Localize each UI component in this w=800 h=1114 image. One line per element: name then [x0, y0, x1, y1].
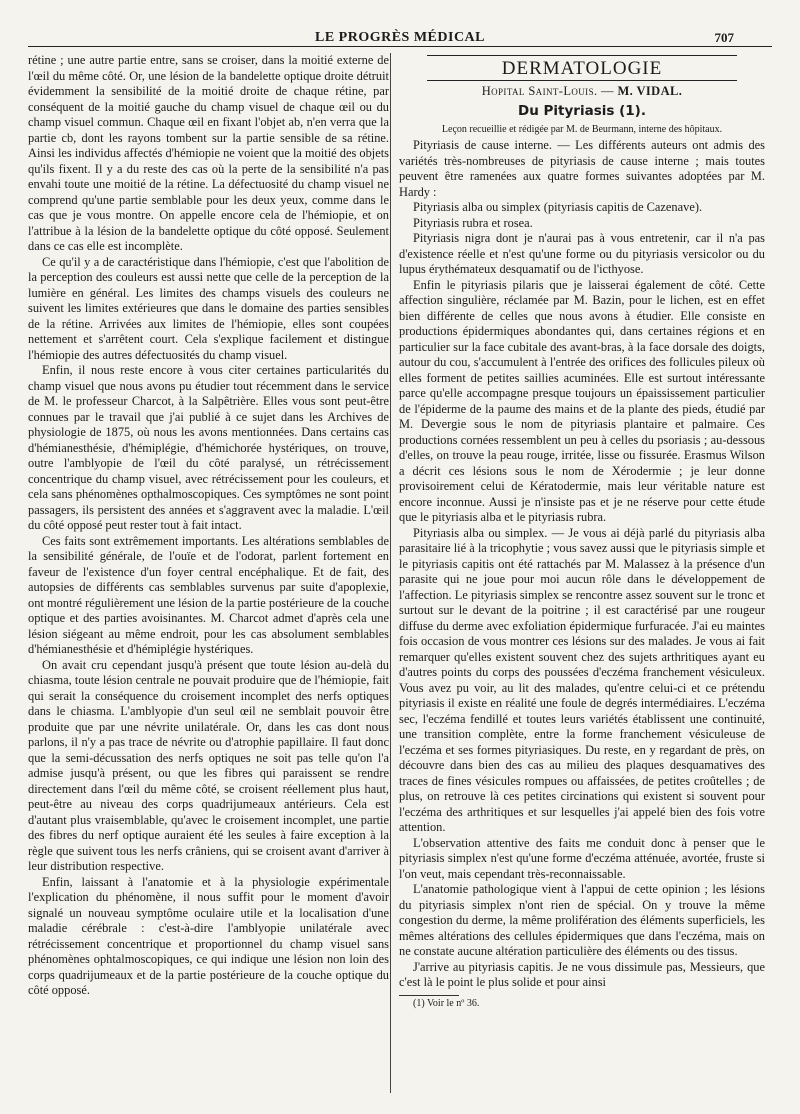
left-column	[28, 53, 389, 1093]
column-divider	[390, 53, 391, 1093]
paragraph: rétine ; une autre partie entre, sans se croiser, dans la moitié externe de l'œil du même côté. Or, une lésion de la bandelette optique droite détruit évidemment la sensibilité de la moitié droite de chaque rétine, par conséquent de la moitié gauche du champ visuel de chaque œil ou du champ visuel commun. Chaque œil en fixant l'objet ab, n'en verra que la partie cb, dont les rayons tombent sur la partie sensible de sa rétine. Ainsi les individus affectés d'hémiopie ne voient que la moitié des objets qu'ils fixent. Il y a du reste des cas où la perte de la sensibilité n'a pas envahi toute une moitié de la rétine. La défectuosité du champ visuel ne comprend qu'une partie semblable pour les deux yeux, comme dans le cas que je vous montre. On appelle encore cela de l'hémiopie, et on l'attribue à la lésion de la bandelette optique du côté opposé. Seulement dans ce cas elle est incomplète.	[28, 53, 389, 253]
paragraph: Ce qu'il y a de caractéristique dans l'hémiopie, c'est que l'abolition de la perception des couleurs est aussi nette que celle de la perception de la lumière en général. Les limites des champs visuels des couleurs ne suivent les limites extérieures que dans le domaine des parties sensibles de la rétine. Arrivées aux limites de l'hémiopie, elles sont coupées nettement et s'arrêtent court. Cela s'explique facilement et distingue l'hémiopie des autres défectuosités du champ visuel.	[28, 254, 389, 362]
right-column	[399, 53, 765, 1093]
section-title: DERMATOLOGIE	[427, 55, 737, 81]
lecturer-name: M. VIDAL.	[617, 84, 683, 98]
paragraph: On avait cru cependant jusqu'à présent que toute lésion au-delà du chiasma, toute lésion centrale ne pouvait produire que de l'hémiopie, fait qui serait la conséquence du croisement incomplet des nerfs optiques dans le chiasma. L'amblyopie d'un seul œil ne semblait pouvoir être produite que par une névrite unilatérale. Or, dans les cas dont nous parlons, il n'y a pas trace de névrite ou d'atrophie papillaire. Il faut donc que la semi-décussation des nerfs optiques ne soit pas telle qu'on l'a admise jusqu'à présent, ou que les fibres qui paraissent se rendre directement dans l'œil du même côté, se croisent réellement plus haut, peut-être au niveau des corps quadrijumeaux antérieurs. Cela est d'autant plus vraisemblable, qu'avec le croisement incomplet, une partie des fibres du nerf optique auraient été les seules à faire exception à la règle que suivent tous les nerfs crâniens, qui se croisent avant d'arriver à leur distribution respective.	[28, 657, 389, 873]
paragraph: Enfin le pityriasis pilaris que je laisserai également de côté. Cette affection singulière, réclamée par M. Bazin, pour le lichen, est en effet bien différente de celles que nous avons à étudier. Elle consiste en productions épidermiques abondantes qui, dans certaines régions et en particulier sur la face cubitale des avant-bras, à la face dorsale des doigts, autour du cou, s'accumulent à l'entrée des orifices des follicules pileux où elles forment de petites saillies acuminées. Elle est surtout intéressante parce qu'elle accompagne presque toujours un épaississement particulier de l'épiderme de la paume des mains et de la plante des pieds, étudié par M. Devergie sous le nom de pityriasis plantaire et palmaire. Ces productions cornées ressemblent un peu à celles du psoriasis ; au-dessous d'elles, on trouve la peau rouge, irritée, lisse ou fissurée. Erasmus Wilson a décrit ces lésions sous le nom de Xérodermie ; je leur donne provisoirement celui de Kératodermie, mais leur véritable nature est encore inconnue. Aussi je n'insiste pas et je ne réserve pour cette étude que le pityriasis alba et le pityriasis rubra.	[399, 277, 765, 524]
paragraph: Pityriasis alba ou simplex. — Je vous ai déjà parlé du pityriasis alba parasitaire lié à la tricophytie ; vous savez aussi que le pityriasis simple et le pityriasis capitis ont été rattachés par M. Malassez à la présence d'un parasite qui ne joue pour moi aucun rôle dans le développement de l'affection. Le pityriasis simplex se rencontre assez souvent sur le tronc et surtout sur le devant de la poitrine ; il est caractérisé par une rougeur diffuse du derme avec exfoliation épidermique furfuracée. J'ai eu maintes fois occasion de vous montrer ces lésions sur des malades. Je vous ai fait remarquer qu'elles existent souvent chez des sujets arthritiques ayant eu d'autres points du corps des poussées d'eczéma franchement vésiculeux. Vous avez pu voir, au lit des malades, qu'entre celui-ci et ce prétendu pityriasis il existe en réalité une foule de degrés intermédiaires. L'eczéma sec, l'eczéma fendillé et toutes leurs variétés établissent une continuité, une transition complète, entre la forme franchement vésiculeuse de l'eczéma et ses formes pityriasiques. Du reste, en y regardant de près, on découvre dans bien des cas au milieu des plaques desquamatives des traces de fines vésicules rompues ou affaissées, de petites croûtelles ; de plus, on retrouve là ces petites circinations qui existent si souvent pour l'eczéma des arthritiques et sur lesquelles j'ai appelé bien des fois votre attention.	[399, 525, 765, 834]
page-number: 707	[714, 30, 734, 45]
section-subtitle	[399, 83, 765, 99]
paragraph: Pityriasis de cause interne. — Les différents auteurs ont admis des variétés très-nombreuses de pityriasis de cause interne ; mais toutes peuvent être ramenées aux quatre formes suivantes adoptées par M. Hardy :	[399, 138, 765, 199]
article-title: Du Pityriasis (1).	[518, 103, 646, 119]
byline: Leçon recueillie et rédigée par M. de Beurmann, interne des hôpitaux.	[441, 124, 723, 135]
paragraph: Enfin, il nous reste encore à vous citer certaines particularités du champ visuel que nous avons pu étudier tout récemment dans le service de M. le professeur Charcot, à la Salpêtrière. Elles vous sont peut-être connues par le travail que j'ai publié à ce sujet dans les Archives de physiologie de 1875, où nous les avons mentionnées. Dans certains cas d'hémianesthésie, d'hémiplégie, d'hémichorée hystériques, on trouve, outre l'amblyopie de l'œil du côté paralysé, un rétrécissement concentrique du champ visuel, avec rétrécissement pour les couleurs, et cela sans phénomènes opthalmoscopiques. Ces symptômes ne sont point passagers, ils persistent des années et s'aggravent avec la maladie. L'œil du côté opposé peut rester tout à fait intact.	[28, 363, 389, 532]
paragraph: Pityriasis nigra dont je n'aurai pas à vous entretenir, car il n'a pas d'existence réelle et n'est qu'une forme ou du pityriasis versicolor ou du lupus érythémateux desquamatif ou de l'icthyose.	[399, 231, 765, 276]
paragraph: Pityriasis rubra et rosea.	[413, 215, 533, 230]
paragraph: L'observation attentive des faits me conduit donc à penser que le pityriasis simplex n'est qu'une forme d'eczéma atténuée, avortée, fruste si l'on veut, mais cependant très-reconnaissable.	[399, 835, 765, 881]
running-title: LE PROGRÈS MÉDICAL	[314, 30, 486, 45]
footnote: (1) Voir le nº 36.	[413, 997, 480, 1009]
paragraph: Ces faits sont extrêmement importants. Les altérations semblables de la sensibilité générale, de l'ouïe et de l'odorat, parlent fortement en faveur de l'existence d'un foyer central encéphalique. Et de fait, des autopsies de différents cas semblables survenus par suite d'apoplexie, ont montré régulièrement une lésion de la partie postérieure de la couche optique et des parties avoisinantes. M. Charcot admet d'après cela une lésion siégeant au même endroit, pour les cas absolument semblables d'hémianesthésie et d'hémiplégie hystériques.	[28, 533, 389, 656]
paragraph: J'arrive au pityriasis capitis. Je ne vous dissimule pas, Messieurs, que c'est là le point le plus solide et pour ainsi	[399, 959, 765, 989]
hospital-name: Hopital Saint-Louis. —	[481, 84, 618, 98]
header-rule	[28, 46, 772, 47]
paragraph: Enfin, laissant à l'anatomie et à la physiologie expérimentale l'explication du phénomène, il nous suffit pour le moment d'avoir signalé un nouveau symptôme oculaire utile et la localisation d'une maladie cérébrale : c'est-à-dire l'amblyopie unilatérale avec rétrécissement concentrique et proportionnel du champ visuel sans phénomènes ophtalmoscopiques, ce qui indique une lésion non loin des corps quadrijumeaux et de la partie postérieure de la couche optique du côté opposé.	[28, 874, 389, 997]
paragraph: L'anatomie pathologique vient à l'appui de cette opinion ; les lésions du pityriasis simplex n'ont rien de spécial. On y trouve la même congestion du derme, la même prolifération des éléments superficiels, les mêmes altérations des cellules épidermiques que dans l'eczéma, mais on ne constate aucune altération particulière des éléments ou des tissus.	[399, 882, 765, 958]
footnote-rule	[399, 995, 459, 996]
page-header	[0, 0, 800, 46]
paragraph: Pityriasis alba ou simplex (pityriasis capitis de Cazenave).	[413, 200, 703, 214]
